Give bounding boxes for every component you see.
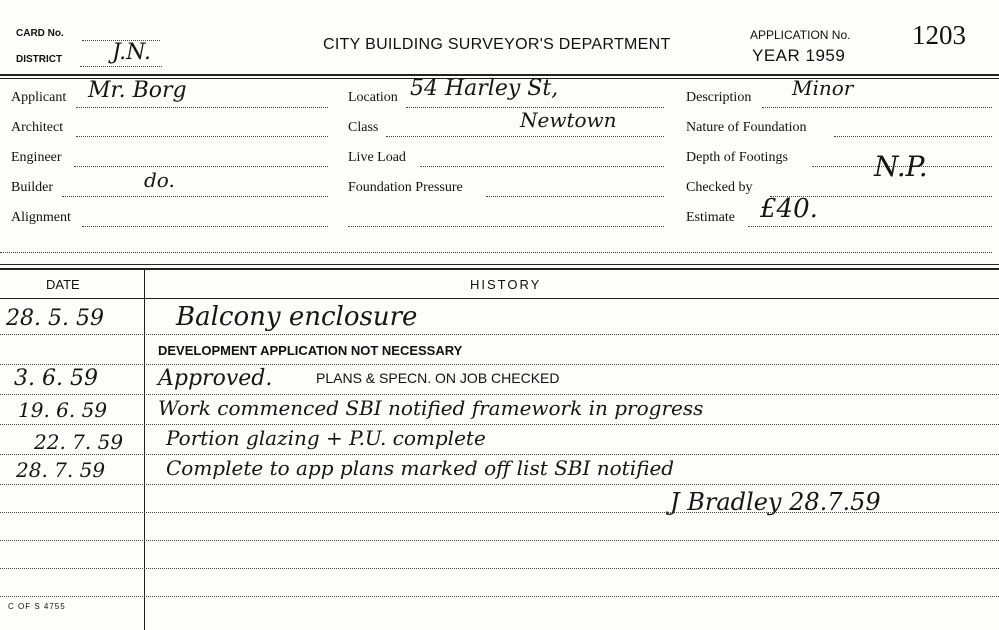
row-line [0, 454, 999, 455]
year-label: YEAR 1959 [752, 46, 846, 65]
foundation-pressure-label: Foundation Pressure [348, 180, 463, 195]
entry-text: Balcony enclosure [176, 302, 418, 332]
entry-text: Work commenced SBI notified framework in progress [158, 396, 704, 420]
entry-date: 28. 5. 59 [6, 306, 104, 331]
nature-line [834, 136, 992, 137]
row-line [0, 394, 999, 395]
col2-blank-line [348, 226, 664, 227]
description-line [762, 107, 992, 108]
class-label: Class [348, 120, 379, 135]
form-code: C OF S 4755 [8, 602, 66, 611]
description-value: Minor [792, 76, 854, 100]
description-label: Description [686, 90, 752, 105]
location-value-line1: 54 Harley St, [410, 76, 559, 101]
builder-label: Builder [11, 180, 53, 195]
live-load-line [420, 166, 664, 167]
architect-label: Architect [11, 120, 64, 135]
row-line [0, 424, 999, 425]
history-header: HISTORY [470, 277, 542, 292]
builder-value: do. [144, 168, 175, 192]
district-value: J.N. [112, 40, 151, 65]
entry-date: 3. 6. 59 [14, 366, 98, 391]
checked-label: Checked by [686, 180, 753, 195]
row-line [0, 364, 999, 365]
history-top-rule [0, 264, 999, 265]
history-top-rule-2 [0, 268, 999, 270]
application-no-label: APPLICATION No. [750, 28, 851, 42]
entry-stamp: DEVELOPMENT APPLICATION NOT NECESSARY [158, 343, 463, 358]
builder-line [62, 196, 328, 197]
row-line [0, 334, 999, 335]
row-line [0, 568, 999, 569]
entry-text: Portion glazing + P.U. complete [166, 426, 486, 450]
engineer-line [74, 166, 328, 167]
foundation-pressure-line [486, 196, 664, 197]
alignment-line [82, 226, 328, 227]
engineer-label: Engineer [11, 150, 62, 165]
entry-text: Complete to app plans marked off list SBI notified [166, 456, 675, 480]
entry-date: 28. 7. 59 [16, 458, 106, 482]
date-header: DATE [46, 277, 80, 292]
history-header-rule [0, 298, 999, 299]
entry-date: 22. 7. 59 [34, 430, 124, 454]
row-line [0, 484, 999, 485]
entry-stamp: PLANS & SPECN. ON JOB CHECKED [316, 370, 560, 386]
nature-label: Nature of Foundation [686, 120, 807, 135]
entry-date: 19. 6. 59 [18, 398, 108, 422]
entry-text: Approved. [158, 366, 273, 391]
estimate-line [748, 226, 992, 227]
estimate-value: £40. [760, 194, 818, 224]
date-column-divider [144, 270, 145, 630]
department-title: CITY BUILDING SURVEYOR'S DEPARTMENT [323, 36, 671, 53]
class-line [386, 136, 664, 137]
row-line [0, 540, 999, 541]
applicant-value: Mr. Borg [88, 78, 187, 103]
architect-line [76, 136, 328, 137]
alignment-label: Alignment [11, 210, 71, 225]
location-label: Location [348, 90, 398, 105]
applicant-line [76, 107, 328, 108]
checked-value: N.P. [874, 150, 928, 183]
row-line [0, 596, 999, 597]
card-no-label: CARD No. [16, 28, 64, 39]
live-load-label: Live Load [348, 150, 406, 165]
district-line [80, 66, 162, 67]
applicant-label: Applicant [11, 90, 67, 105]
location-value-line2: Newtown [520, 108, 617, 132]
fields-bottom-line [0, 252, 992, 253]
application-no: 1203 [912, 20, 966, 50]
district-label: DISTRICT [16, 54, 63, 65]
depth-label: Depth of Footings [686, 150, 788, 165]
estimate-label: Estimate [686, 210, 735, 225]
signature: J Bradley 28.7.59 [670, 488, 881, 516]
